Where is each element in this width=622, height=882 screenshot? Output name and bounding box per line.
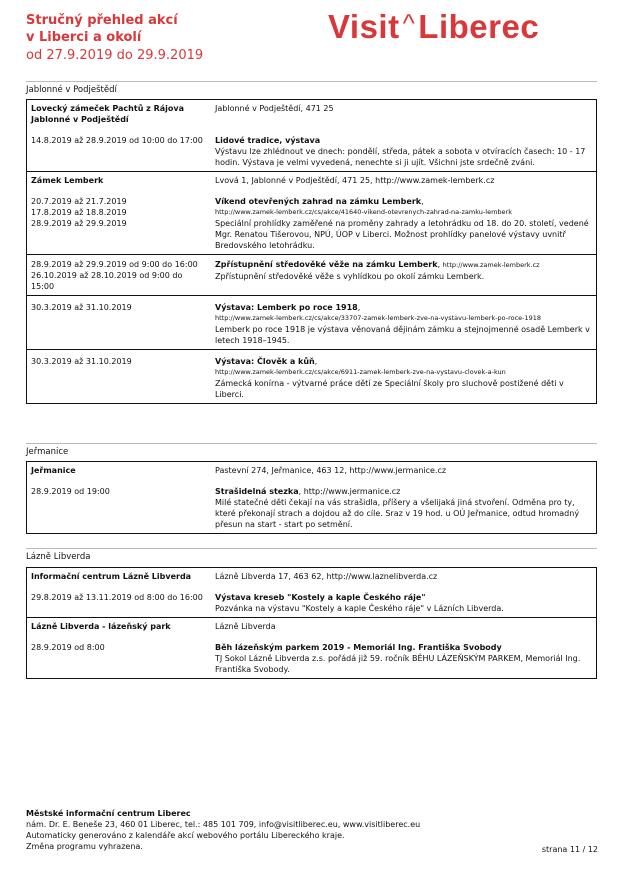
venue-address: Lázně Libverda bbox=[215, 622, 276, 631]
event-link[interactable]: http://www.zamek-lemberk.cz bbox=[442, 261, 540, 269]
section-divider bbox=[26, 443, 597, 444]
event-description: Zámecká konírna - výtvarné práce dětí ze Speciální školy pro sluchově postižené děti v Liberci. bbox=[215, 379, 564, 399]
event-row bbox=[27, 632, 596, 678]
footer-address: nám. Dr. E. Beneše 23, 460 01 Liberec, tel.: 485 101 709, info@visitliberec.eu, www.visitliberec.eu bbox=[26, 820, 421, 829]
event-date: 28.9.2019 až 29.9.2019 bbox=[31, 219, 127, 228]
event-link[interactable]: http://www.jermanice.cz bbox=[303, 487, 401, 496]
title-line-1: Stručný přehled akcí bbox=[26, 13, 178, 28]
event-title: Zpřístupnění středověké věže na zámku Lemberk bbox=[215, 260, 438, 269]
report-title bbox=[26, 12, 286, 64]
event-block bbox=[27, 255, 596, 296]
event-description: Lemberk po roce 1918 je výstava věnovaná dějinám zámku a stejnojmenné osadě Lemberk v letech 1918–1945. bbox=[215, 325, 590, 345]
venue-name: Informační centrum Lázně Libverda bbox=[31, 572, 192, 581]
venue-name: Lázně Libverda - lázeňský park bbox=[31, 622, 171, 631]
footer-note: Automaticky generováno z kalendáře akcí webového portálu Libereckého kraje. bbox=[26, 831, 345, 840]
section-divider bbox=[26, 81, 597, 82]
footer-org: Městské informační centrum Liberec bbox=[26, 809, 191, 818]
event-date: 17.8.2019 až 18.8.2019 bbox=[31, 208, 127, 217]
event-title: Strašidelná stezka bbox=[215, 487, 299, 496]
event-date: 26.10.2019 až 28.10.2019 od 9:00 do 15:00 bbox=[31, 271, 183, 291]
section-label-jermanice: Jeřmanice bbox=[26, 447, 69, 457]
event-title: Výstava: Člověk a kůň bbox=[215, 357, 315, 366]
event-date: 28.9.2019 od 8:00 bbox=[31, 643, 105, 652]
section-label-jablonne: Jablonné v Podještědí bbox=[26, 85, 117, 95]
event-row: 30.3.2019 až 31.10.2019 Výstava: Člověk a kůň, http://www.zamek-lemberk.cz/cs/akce/6911-zamek-lemberk-zve-na-vystavu-clovek-a-kun Zámecká konírna - výtvarné práce dětí ze Speciální školy pro sluchově postižené děti v Liberci. bbox=[27, 350, 596, 403]
page-footer bbox=[26, 808, 606, 852]
venue-address: Jablonné v Podještědí, 471 25 bbox=[215, 104, 334, 113]
page-number: strana 11 / 12 bbox=[541, 845, 598, 854]
event-row bbox=[27, 125, 596, 171]
venue-table-jermanice bbox=[26, 461, 597, 534]
event-title: Víkend otevřených zahrad na zámku Lemberk bbox=[215, 197, 422, 206]
section-divider bbox=[26, 548, 597, 549]
event-description: Zpřístupnění středověké věže s vyhlídkou po okolí zámku Lemberk. bbox=[215, 272, 485, 281]
event-link[interactable]: http://www.zamek-lemberk.cz/cs/akce/41640-vikend-otevrenych-zahrad-na-zamku-lemberk bbox=[215, 208, 512, 216]
venue-block bbox=[27, 172, 596, 255]
event-title: Výstava kreseb "Kostely a kaple Českého ráje" bbox=[215, 593, 426, 602]
event-block bbox=[27, 296, 596, 350]
venue-name: Jeřmanice bbox=[31, 466, 76, 475]
event-description: Speciální prohlídky zaměřené na proměny zahrady a letohrádku od 18. do 20. století, vedené Mgr. Renatou Tišerovou, NPÚ, ÚOP v Liberci. Možnost prohlídky panelové výstavy uvnitř Bredovského letohrádku. bbox=[215, 219, 589, 250]
venue-table-jablonne bbox=[26, 99, 597, 404]
event-date: 28.9.2019 od 19:00 bbox=[31, 487, 110, 496]
event-link[interactable]: http://www.zamek-lemberk.cz/cs/akce/6911-zamek-lemberk-zve-na-vystavu-clovek-a-kun bbox=[215, 368, 506, 376]
footer-note: Změna programu vyhrazena. bbox=[26, 842, 143, 851]
event-description: Výstavu lze zhlédnout ve dnech: pondělí, středa, pátek a sobota v otvíracích časech: 10 - 17 hodin. Výstava je velmi vyvedená, nenechte si ji ujít. Všichni jste srdečně zváni. bbox=[215, 147, 586, 167]
venue-address: Lvová 1, Jablonné v Podještědí, 471 25, http://www.zamek-lemberk.cz bbox=[215, 176, 495, 185]
event-title: Lidové tradice, výstava bbox=[215, 136, 321, 145]
event-date: 20.7.2019 až 21.7.2019 bbox=[31, 197, 127, 206]
title-line-2: v Liberci a okolí bbox=[26, 30, 142, 45]
event-date: 14.8.2019 až 28.9.2019 od 10:00 do 17:00 bbox=[31, 136, 203, 145]
venue-table-lazne bbox=[26, 567, 597, 679]
event-description: Milé statečné děti čekají na vás strašidla, příšery a všelijaká jiná stvoření. Odměna pro ty, které překonají strach a dojdou až do cíle. Sraz v 19 hod. u OÚ Jeřmanice, odtud hromadný přesun na start - start po setmění. bbox=[215, 498, 580, 529]
venue-block bbox=[27, 618, 596, 678]
event-row bbox=[27, 582, 596, 617]
event-row: 28.9.2019 až 29.9.2019 od 9:00 do 16:00 26.10.2019 až 28.10.2019 od 9:00 do 15:00 Zpřístupnění středověké věže na zámku Lemberk, http://www.zamek-lemberk.cz Zpřístupnění středověké věže s vyhlídkou po okolí zámku Lemberk. bbox=[27, 255, 596, 295]
event-row: 30.3.2019 až 31.10.2019 Výstava: Lemberk po roce 1918, http://www.zamek-lemberk.cz/cs/akce/33707-zamek-lemberk-zve-na-vystavu-lemberk-po-roce-1918 Lemberk po roce 1918 je výstava věnovaná dějinám zámku a stejnojmenné osadě Lemberk v letech 1918–1945. bbox=[27, 296, 596, 349]
date-range: od 27.9.2019 do 29.9.2019 bbox=[26, 48, 204, 63]
venue-block bbox=[27, 100, 596, 172]
event-link[interactable]: http://www.zamek-lemberk.cz/cs/akce/33707-zamek-lemberk-zve-na-vystavu-lemberk-po-roce-1918 bbox=[215, 314, 542, 322]
event-row: 28.9.2019 od 19:00 Strašidelná stezka, http://www.jermanice.cz Milé statečné děti čekají na vás strašidla, příšery a všelijaká jiná stvoření. Odměna pro ty, které překonají strach a dojdou až do cíle. Sraz v 19 hod. u OÚ Jeřmanice, odtud hromadný přesun na start - start po setmění. bbox=[27, 476, 596, 533]
section-label-lazne: Lázně Libverda bbox=[26, 552, 91, 562]
event-block bbox=[27, 350, 596, 403]
event-date: 30.3.2019 až 31.10.2019 bbox=[31, 303, 132, 312]
venue-address: Pastevní 274, Jeřmanice, 463 12, http://www.jermanice.cz bbox=[215, 466, 447, 475]
venue-address: Lázně Libverda 17, 463 62, http://www.laznelibverda.cz bbox=[215, 572, 438, 581]
event-date: 28.9.2019 až 29.9.2019 od 9:00 do 16:00 bbox=[31, 260, 198, 269]
venue-name: Lovecký zámeček Pachtů z Rájova Jablonné v Podještědí bbox=[31, 104, 185, 124]
venue-block bbox=[27, 462, 596, 533]
event-title: Běh lázeňským parkem 2019 - Memoriál Ing. Františka Svobody bbox=[215, 643, 502, 652]
event-row: 20.7.2019 až 21.7.2019 17.8.2019 až 18.8.2019 28.9.2019 až 29.9.2019 Víkend otevřených zahrad na zámku Lemberk, http://www.zamek-lemberk.cz/cs/akce/41640-vikend-otevrenych-zahrad-na-zamku-lemberk Speciální prohlídky zaměřené na proměny zahrady a letohrádku od 18. do 20. století, vedené Mgr. Renatou Tišerovou, NPÚ, ÚOP v Liberci. Možnost prohlídky panelové výstavy uvnitř Bredovského letohrádku. bbox=[31, 197, 589, 250]
visit-liberec-logo: Visit ^Liberec bbox=[328, 8, 540, 45]
event-date: 30.3.2019 až 31.10.2019 bbox=[31, 357, 132, 366]
event-date: 29.8.2019 až 13.11.2019 od 8:00 do 16:00 bbox=[31, 593, 203, 602]
venue-name: Zámek Lemberk bbox=[31, 176, 104, 185]
event-title: Výstava: Lemberk po roce 1918 bbox=[215, 303, 358, 312]
venue-block bbox=[27, 568, 596, 618]
event-description: Pozvánka na výstavu "Kostely a kaple Českého ráje" v Lázních Libverda. bbox=[215, 604, 504, 613]
event-description: TJ Sokol Lázně Libverda z.s. pořádá již 59. ročník BĚHU LÁZEŇSKÝM PARKEM, Memoriál Ing. Františka Svobody. bbox=[215, 654, 581, 674]
